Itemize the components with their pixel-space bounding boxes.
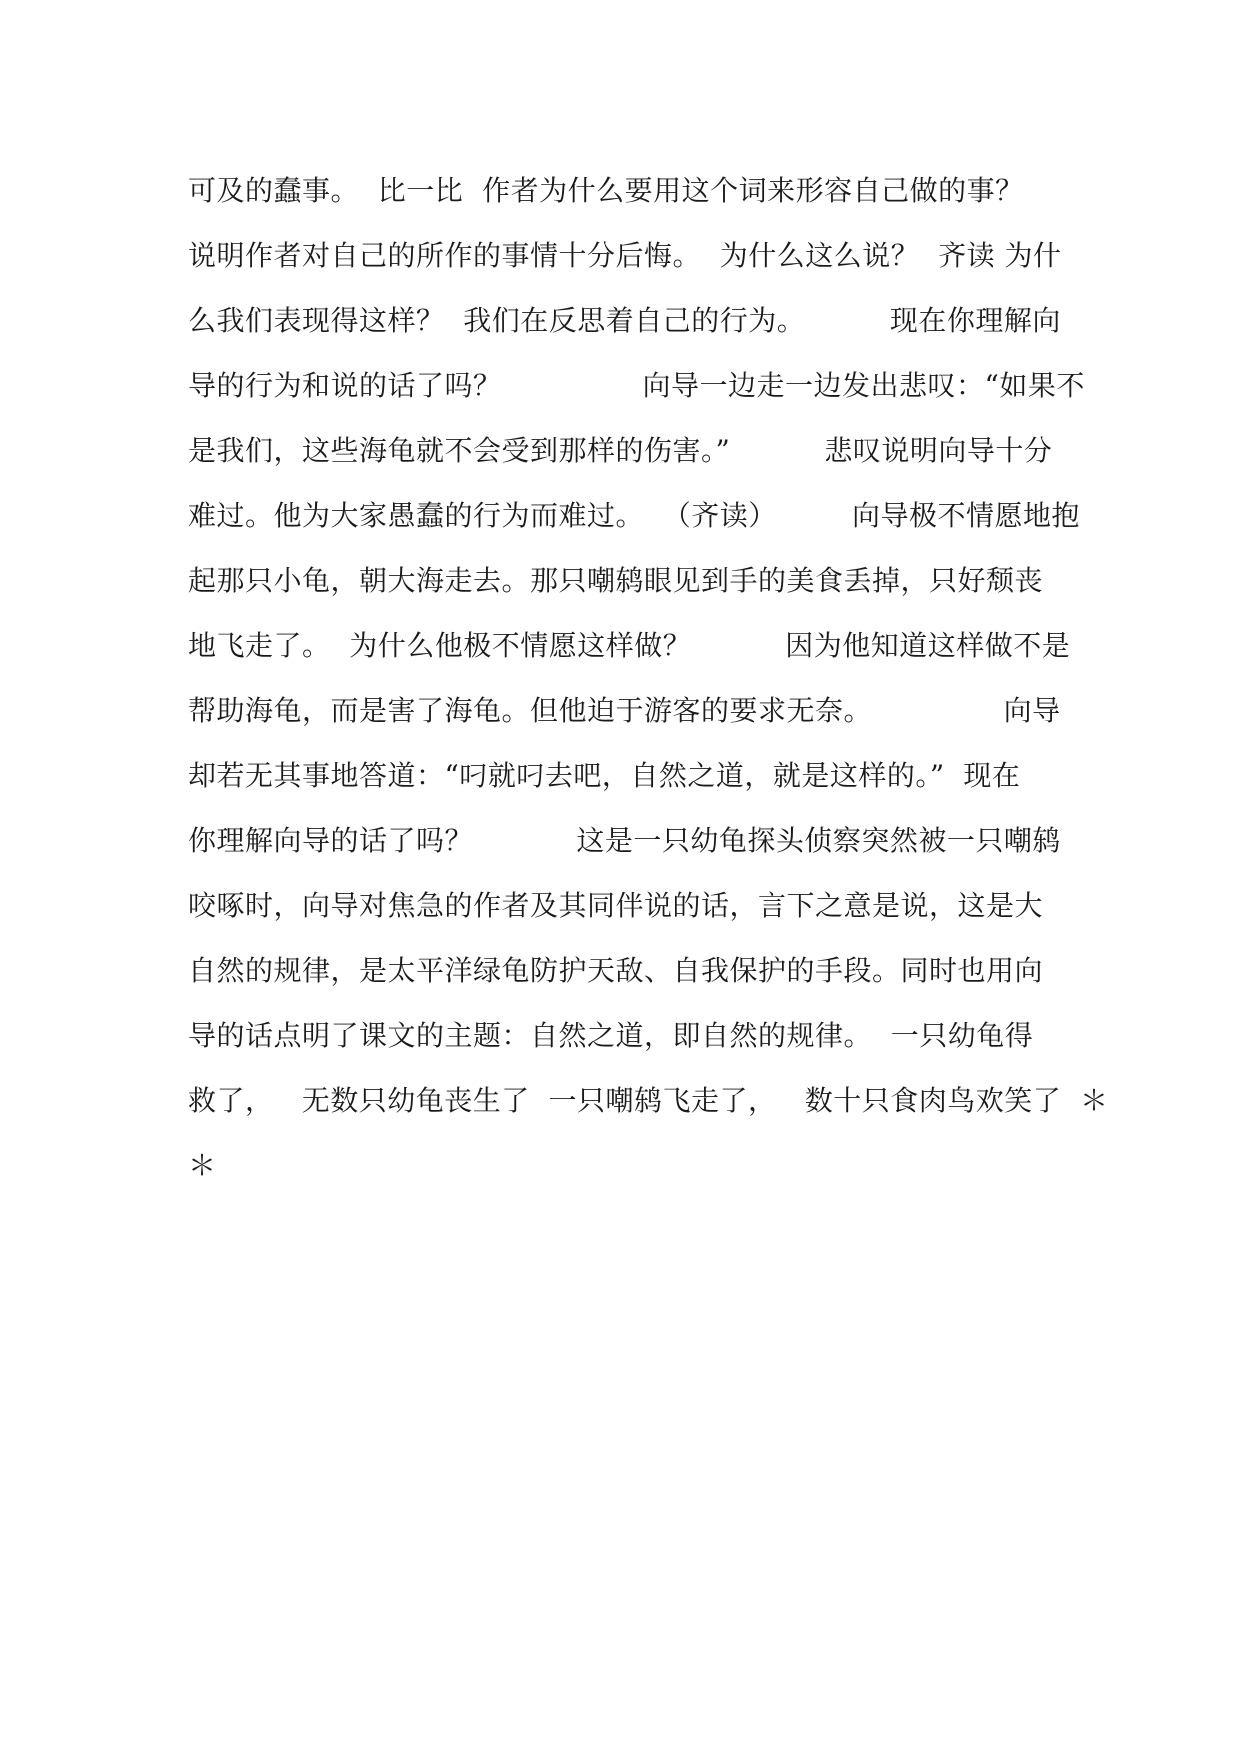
text-line-13: 自然的规律，是太平洋绿龟防护天敌、自我保护的手段。同时也用向: [188, 954, 1044, 987]
body-text: [188, 158, 1109, 1198]
text-line-5: 是我们，这些海龟就不会受到那样的伤害。” 悲叹说明向导十分: [188, 434, 1053, 467]
text-line-4: 导的行为和说的话了吗？ 向导一边走一边发出悲叹：“如果不: [188, 369, 1085, 402]
text-line-10: 却若无其事地答道：“叼就叼去吧，自然之道，就是这样的。” 现在: [188, 759, 1021, 792]
text-line-6: 难过。他为大家愚蠢的行为而难过。 （齐读） 向导极不情愿地抱: [188, 499, 1081, 532]
text-line-15: 救了， 无数只幼龟丧生了 一只嘲鸫飞走了， 数十只食肉鸟欢笑了 ＊: [188, 1084, 1109, 1117]
text-line-12: 咬啄时，向导对焦急的作者及其同伴说的话，言下之意是说，这是大: [188, 889, 1044, 922]
text-line-1: 可及的蠢事。 比一比 作者为什么要用这个词来形容自己做的事？: [188, 174, 1024, 207]
text-line-14: 导的话点明了课文的主题：自然之道，即自然的规律。 一只幼龟得: [188, 1019, 1034, 1052]
text-line-9: 帮助海龟，而是害了海龟。但他迫于游客的要求无奈。 向导: [188, 694, 1061, 727]
text-line-2: 说明作者对自己的所作的事情十分后悔。 为什么这么说？ 齐读 为什: [188, 239, 1062, 272]
text-line-16: ＊: [188, 1149, 217, 1182]
text-line-11: 你理解向导的话了吗？ 这是一只幼龟探头侦察突然被一只嘲鸫: [188, 824, 1061, 857]
text-line-8: 地飞走了。 为什么他极不情愿这样做？ 因为他知道这样做不是: [188, 629, 1071, 662]
text-line-3: 么我们表现得这样？ 我们在反思着自己的行为。 现在你理解向: [188, 304, 1061, 337]
text-line-7: 起那只小龟，朝大海走去。那只嘲鸫眼见到手的美食丢掉，只好颓丧: [188, 564, 1044, 597]
